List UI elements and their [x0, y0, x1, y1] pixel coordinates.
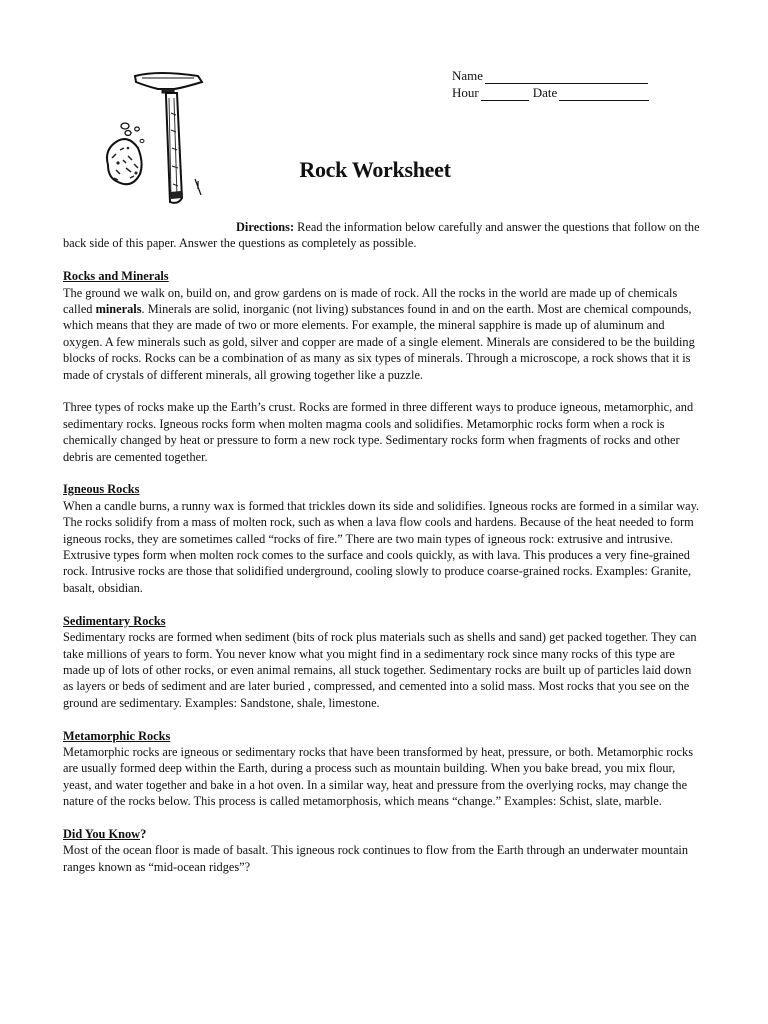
directions-label: Directions:: [236, 220, 295, 234]
section-paragraph: Metamorphic rocks are igneous or sedimentary rocks that have been transformed by heat, pressure, or both. Metamorphic rocks are usually formed deep within the Earth, during a process such as mountain building. When you bake bread, you mix flour, yeast, and water together and bake in a hot oven. In a similar way, heat and pressure from the overlying rocks, may change the nature of the rocks below. This process is called metamorphosis, which means “change.” Examples: Schist, slate, marble.: [63, 744, 694, 809]
section-paragraph: When a candle burns, a runny wax is formed that trickles down its side and solidifies. Igneous rocks are formed in a similar way. The rocks solidify from a mass of molten rock, such as when a lava flow cools and hardens. Because of the heat needed to form igneous rocks, they are sometimes called “rocks of fire.” There are two main types of igneous rock: extrusive and intrusive. Extrusive types form when molten rock comes to the surface and cools quickly, as with lava. This produces a very fine-grained rock. Intrusive rocks are those that solidified underground, cooling slowly to produce coarse-grained rocks. Examples: Granite, basalt, obsidian.: [63, 498, 700, 595]
section-metamorphic: [63, 728, 703, 810]
page-title: Rock Worksheet: [299, 157, 451, 182]
directions-text: Read the information below carefully and answer the questions that follow on the back side of this paper. Answer the questions as completely as possible.: [63, 220, 700, 251]
section-igneous: [63, 481, 703, 596]
paragraph-text: The ground we walk on, build on, and grow gardens on is made of rock. All the rocks in the world are made up of chemicals called: [63, 285, 678, 317]
section-did-you-know: [63, 826, 703, 875]
section-rocks-minerals: [63, 268, 703, 465]
section-heading: Igneous Rocks: [63, 482, 140, 497]
did-you-know-title: Did You Know: [63, 826, 141, 841]
minerals-term: minerals: [95, 302, 142, 317]
section-paragraph: Three types of rocks make up the Earth’s crust. Rocks are formed in three different ways to produce igneous, metamorphic, and sedimentary rocks. Igneous rocks form when molten magma cools and solidifies. Metamorphic rocks form when a rock is chemically changed by heat or pressure to form a new rock type. Sedimentary rocks form when fragments of rocks and other debris are cemented together.: [63, 400, 694, 464]
date-label: Date: [532, 85, 558, 100]
paragraph-text: . Minerals are solid, inorganic (not living) substances found in and on the earth. Most are chemical compounds, which means that they are made of two or more elements. For example, the mineral sapphire is made up of aluminum and oxygen. A few minerals such as gold, silver and copper are made of a single element. Minerals are considered to be the building blocks of rocks. Rocks can be a combination of as many as six types of minerals. Through a microscope, a rock shows that it is made of crystals of different minerals, all growing together like a puzzle.: [63, 302, 695, 382]
hour-label: Hour: [452, 85, 479, 100]
section-paragraph: Sedimentary rocks are formed when sediment (bits of rock plus materials such as shells and sand) get packed together. They can take millions of years to form. You never know what you might find in a sedimentary rock since many rocks of this type are made up of lots of other rocks, or even animal remains, all stuck together. Sedimentary rocks are built up of particles laid down as layers or beds of sediment and are later buried , compressed, and cemented into a solid mass. Most rocks that you see on the ground are sedimentary. Examples: Sandstone, shale, limestone.: [63, 630, 697, 710]
hour-date-row: [452, 84, 649, 101]
section-heading: Sedimentary Rocks: [63, 613, 166, 628]
section-heading: Rocks and Minerals: [63, 269, 169, 284]
name-field[interactable]: [485, 70, 648, 84]
directions: [63, 219, 703, 252]
hour-field[interactable]: [481, 87, 529, 101]
section-heading: [63, 826, 703, 842]
section-paragraph: Most of the ocean floor is made of basalt. This igneous rock continues to flow from the Earth through an underwater mountain ranges known as “mid-ocean ridges”?: [63, 843, 689, 874]
name-label: Name: [452, 68, 484, 83]
rock-hammer-icon: [98, 68, 218, 218]
section-sedimentary: [63, 613, 703, 711]
section-heading: Metamorphic Rocks: [63, 728, 171, 743]
name-row: [452, 67, 649, 84]
worksheet-body: [63, 219, 703, 892]
section-paragraph: [63, 285, 703, 383]
name-hour-date-block: [452, 67, 649, 101]
date-field[interactable]: [559, 87, 649, 101]
did-you-know-mark: ?: [140, 826, 147, 841]
